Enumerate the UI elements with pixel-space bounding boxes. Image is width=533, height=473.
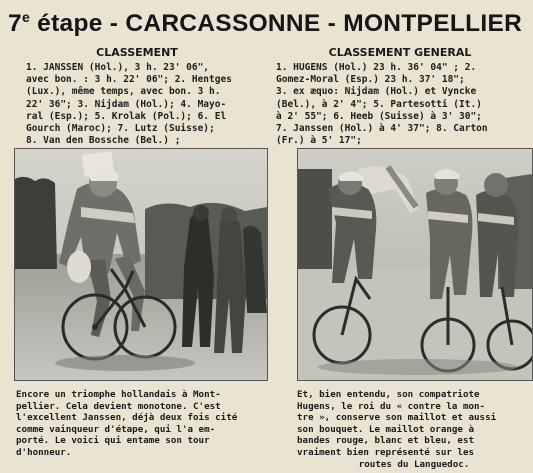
stage-classification-text <box>26 62 270 147</box>
photo-janssen-lap-of-honour <box>14 148 268 381</box>
standings-line: 1. JANSSEN (Hol.), 3 h. 23' 06", <box>26 62 210 73</box>
standings-line: (Bel.), à 2' 4"; 5. Partesotti (It.) <box>276 98 482 110</box>
stage-title <box>8 6 528 42</box>
photo-hugens-riders <box>297 148 533 381</box>
standings-line: à 2' 55"; 6. Heeb (Suisse) à 3' 30"; <box>276 110 482 122</box>
caption-line: l'excellent Janssen, déjà deux fois cité <box>16 412 238 424</box>
standings-line: 7. Janssen (Hol.) à 4' 37"; 8. Carton <box>276 122 488 134</box>
caption-line: Et, bien entendu, son compatriote <box>297 389 480 400</box>
standings-line: Gourch (Maroc); 7. Lutz (Suisse); <box>26 122 215 134</box>
standings-line: 8. Van den Bossche (Bel.) ; <box>26 135 181 147</box>
caption-line: pellier. Cela devient monotone. C'est <box>16 400 221 412</box>
standings-line: 1. HUGENS (Hol.) 23 h. 36' 04" ; 2. <box>276 62 477 73</box>
standings-line: (Fr.) à 5' 17"; <box>276 135 362 147</box>
caption-left <box>16 389 268 459</box>
caption-line: routes du Languedoc. <box>358 458 470 470</box>
standings-line: 22' 36"; 3. Nijdam (Hol.); 4. Mayo- <box>26 98 227 110</box>
caption-line: Hugens, le roi du « contre la mon- <box>297 400 486 412</box>
caption-line: son bouquet. Le maillot orange à <box>297 423 475 435</box>
standings-line: 3. ex æquo: Nijdam (Hol.) et Vyncke <box>276 86 477 98</box>
standings-line: ral (Esp.); 5. Krolak (Pol.); 6. El <box>26 110 227 122</box>
stage-classification-heading: CLASSEMENT <box>96 46 178 59</box>
stage-number: 7 <box>8 10 22 37</box>
caption-line: d'honneur. <box>16 446 72 458</box>
standings-line: Gomez-Moral (Esp.) 23 h. 37' 18"; <box>276 74 465 86</box>
general-classification-text <box>276 62 530 147</box>
caption-line: Encore un triomphe hollandais à Mont- <box>16 389 221 400</box>
caption-line: tre », conserve son maillot et aussi <box>297 412 497 424</box>
standings-line: avec bon. : 3 h. 22' 06"; 2. Hentges <box>26 74 232 86</box>
caption-line: comme vainqueur d'étape, qui l'a em- <box>16 423 216 435</box>
stage-ordinal-suffix: e <box>21 9 31 25</box>
stage-word: étape <box>37 10 103 37</box>
caption-right <box>297 389 531 470</box>
general-classification-heading: CLASSEMENT GENERAL <box>328 46 472 59</box>
caption-line: bandes rouge, blanc et bleu, est <box>297 435 475 447</box>
standings-line: (Lux.), même temps, avec bon. 3 h. <box>26 86 221 98</box>
caption-line: vraiment bien représenté sur les <box>297 446 475 458</box>
caption-line: porté. Le voici qui entame son tour <box>16 435 210 447</box>
stage-route: - CARCASSONNE - MONTPELLIER <box>109 10 523 37</box>
